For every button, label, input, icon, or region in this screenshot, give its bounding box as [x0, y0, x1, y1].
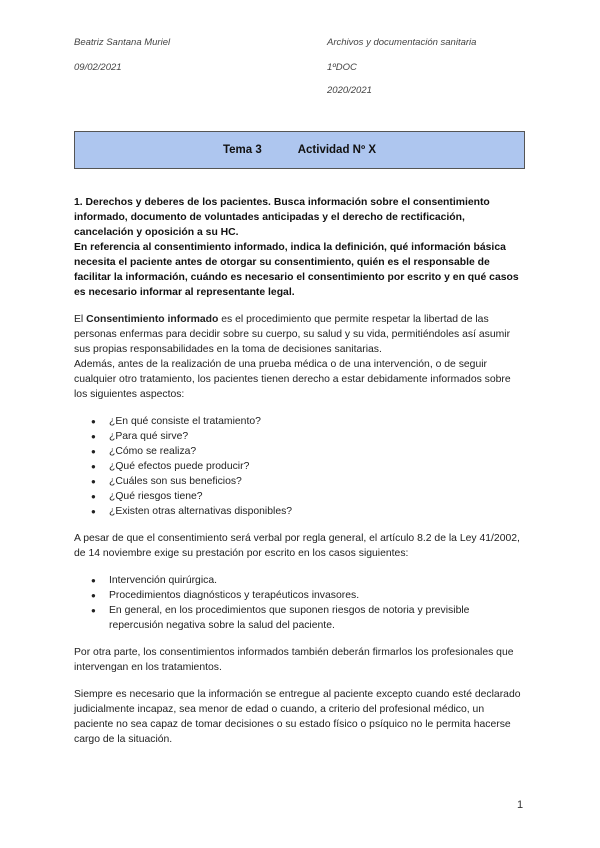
list-item: ● ¿Qué riesgos tiene? — [109, 489, 526, 504]
consentimiento-bold: Consentimiento informado — [86, 314, 219, 325]
header-author: Beatriz Santana Muriel — [74, 37, 171, 48]
list-item: ● ¿En qué consiste el tratamiento? — [109, 414, 526, 429]
para1-post: es el procedimiento que permite respetar la libertad de las personas enfermas para decidir sobre su cuerpo, su salud y su vida, permitiéndoles así asumir sus propias responsabilidades en la toma de decisiones sanitarias. — [74, 314, 511, 355]
document-body — [74, 195, 526, 747]
title-tema: Tema 3 — [222, 144, 262, 156]
paragraph-written-cases: A pesar de que el consentimiento será verbal por regla general, el artículo 8.2 de la Ley 41/2002, de 14 noviembre exige su prestación por escrito en los casos siguientes: — [74, 533, 520, 559]
list-item: ● En general, en los procedimientos que suponen riesgos de notoria y previsible repercusión negativa sobre la salud del paciente. — [109, 603, 526, 633]
question-part1: 1. Derechos y deberes de los pacientes. Busca información sobre el consentimiento informado, documento de voluntades anticipadas y el derecho de rectificación, cancelación y oposición a su HC. — [74, 197, 490, 238]
paragraph-professionals: Por otra parte, los consentimientos informados también deberán firmarlos los profesionales que intervengan en los tratamientos. — [74, 647, 514, 673]
paragraph-exceptions: Siempre es necesario que la información se entregue al paciente excepto cuando esté declarado judicialmente incapaz, sea menor de edad o cuando, a criterio del profesional médico, un paciente no sea capaz de tomar decisiones o su estado físico o psíquico no le permita hacerse cargo de la situación. — [74, 689, 521, 745]
para1-pre: El — [74, 314, 87, 325]
list-item: ● ¿Existen otras alternativas disponibles? — [109, 504, 526, 519]
header-subject: Archivos y documentación sanitaria — [327, 37, 477, 48]
question-part2: En referencia al consentimiento informado, indica la definición, qué información básica necesita el paciente antes de otorgar su consentimiento, quién es el responsable de facilitar la información, cuándo es necesario el consentimiento por escrito y en qué casos es necesario informar al representante legal. — [74, 242, 519, 298]
header-year: 2020/2021 — [327, 85, 372, 96]
title-actividad: Actividad Nº X — [297, 144, 377, 156]
aspects-list — [74, 414, 526, 519]
header-date: 09/02/2021 — [74, 62, 122, 73]
paragraph-definition — [74, 312, 526, 357]
list-item: ● Procedimientos diagnósticos y terapéuticos invasores. — [109, 588, 526, 603]
list-item: ● ¿Cuáles son sus beneficios? — [109, 474, 526, 489]
list-item: ● ¿Cómo se realiza? — [109, 444, 526, 459]
activity-title-box — [74, 131, 525, 169]
cases-list — [74, 573, 526, 633]
list-item: ● ¿Qué efectos puede producir? — [109, 459, 526, 474]
page-number: 1 — [517, 799, 524, 811]
list-item: ● Intervención quirúrgica. — [109, 573, 526, 588]
list-item: ● ¿Para qué sirve? — [109, 429, 526, 444]
header-course: 1ºDOC — [327, 62, 357, 73]
paragraph-aspects-intro: Además, antes de la realización de una prueba médica o de una intervención, o de seguir cualquier otro tratamiento, los pacientes tienen derecho a estar debidamente informados sobre los siguientes aspectos: — [74, 359, 511, 400]
